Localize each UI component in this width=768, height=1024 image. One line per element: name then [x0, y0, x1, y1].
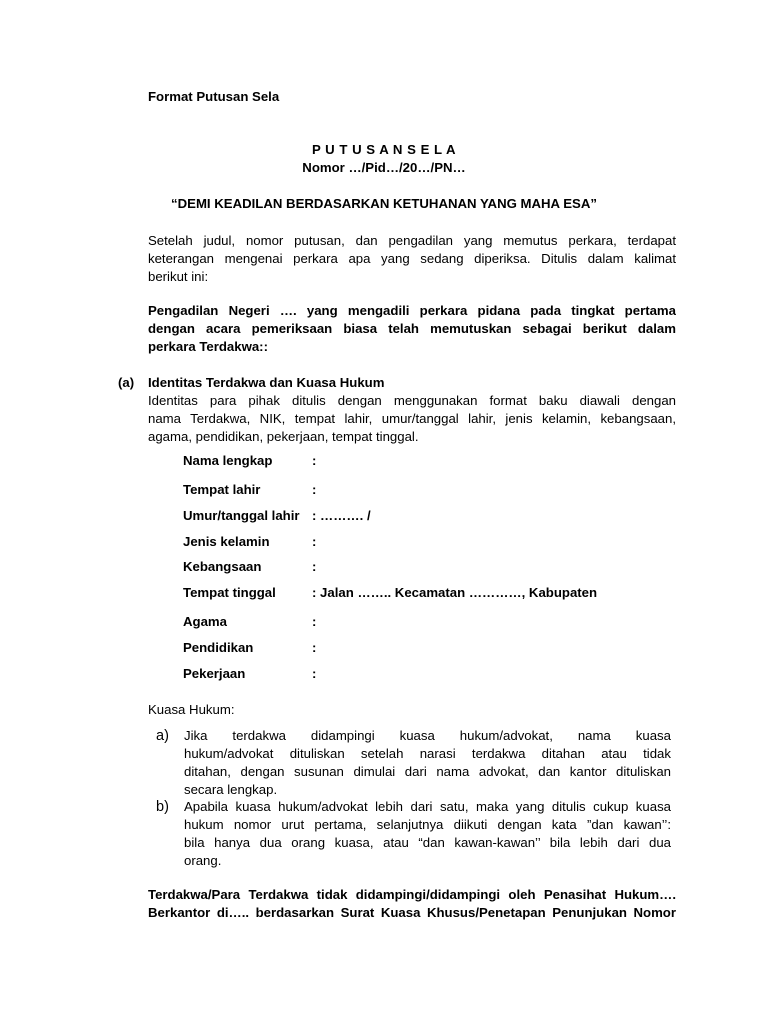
field-label-tempat-tinggal: Tempat tinggal — [183, 585, 276, 600]
pengadilan-paragraph — [148, 302, 676, 356]
kuasa-item-line: orang. — [184, 853, 222, 868]
section-a-line: nama Terdakwa, NIK, tempat lahir, umur/tanggal lahir, jenis kelamin, kebangsaan, — [148, 411, 676, 426]
kuasa-item-line: ditahan, dengan susunan dimulai dari nama advokat, dan kantor dituliskan — [184, 764, 671, 779]
field-value-tempat-tinggal: : Jalan …….. Kecamatan …………, Kabupaten — [312, 585, 598, 600]
kuasa-item-a-marker: a) — [156, 728, 169, 744]
kuasa-item-line: secara lengkap. — [184, 782, 278, 797]
field-label-jenis-kelamin: Jenis kelamin — [183, 534, 270, 549]
field-value-pekerjaan: : — [312, 666, 317, 681]
field-value-umur: : ………. / — [312, 508, 371, 523]
kuasa-hukum-title: Kuasa Hukum: — [148, 702, 235, 717]
section-a-title: Identitas Terdakwa dan Kuasa Hukum — [148, 375, 385, 390]
section-a-line: agama, pendidikan, pekerjaan, tempat tinggal. — [148, 429, 419, 444]
field-label-agama: Agama — [183, 614, 227, 629]
kuasa-item-line: bila hanya dua orang kuasa, atau “dan kawan-kawan’’ bila lebih dari dua — [184, 835, 671, 850]
field-label-umur: Umur/tanggal lahir — [183, 508, 300, 523]
kuasa-item-line: hukum/advokat dituliskan setelah narasi terdakwa ditahan atau tidak — [184, 746, 671, 761]
field-value-kebangsaan: : — [312, 559, 317, 574]
closing-line: Terdakwa/Para Terdakwa tidak didampingi/didampingi oleh Penasihat Hukum…. — [148, 887, 676, 902]
kuasa-item-line: Jika terdakwa didampingi kuasa hukum/advokat, nama kuasa — [184, 728, 671, 743]
intro-line: keterangan mengenai perkara apa yang sedang diperiksa. Ditulis dalam kalimat — [148, 251, 676, 266]
document-title: P U T U S A N S E L A — [311, 142, 457, 157]
field-label-nama: Nama lengkap — [183, 453, 273, 468]
pengadilan-line: perkara Terdakwa:: — [148, 339, 268, 354]
field-value-agama: : — [312, 614, 317, 629]
kuasa-item-a — [184, 727, 671, 799]
intro-paragraph — [148, 232, 676, 286]
field-label-tempat-lahir: Tempat lahir — [183, 482, 261, 497]
section-a-marker: (a) — [118, 375, 135, 390]
field-value-pendidikan: : — [312, 640, 317, 655]
kuasa-item-line: Apabila kuasa hukum/advokat lebih dari satu, maka yang ditulis cukup kuasa — [184, 799, 671, 814]
document-number: Nomor …/Pid…/20…/PN… — [302, 160, 466, 175]
pengadilan-line: dengan acara pemeriksaan biasa telah memutuskan sebagai berikut dalam — [148, 321, 676, 336]
field-label-pendidikan: Pendidikan — [183, 640, 254, 655]
closing-line: Berkantor di….. berdasarkan Surat Kuasa Khusus/Penetapan Penunjukan Nomor — [148, 905, 676, 920]
field-label-pekerjaan: Pekerjaan — [183, 666, 246, 681]
field-value-jenis-kelamin: : — [312, 534, 317, 549]
field-value-nama: : — [312, 453, 317, 468]
closing-paragraph — [148, 886, 676, 922]
kuasa-item-b — [184, 798, 671, 870]
intro-line: Setelah judul, nomor putusan, dan pengadilan yang memutus perkara, terdapat — [148, 233, 676, 248]
irah-irah: “DEMI KEADILAN BERDASARKAN KETUHANAN YANG MAHA ESA” — [171, 196, 597, 211]
section-a-line: Identitas para pihak ditulis dengan menggunakan format baku diawali dengan — [148, 393, 676, 408]
kuasa-item-b-marker: b) — [156, 799, 169, 815]
section-a-description — [148, 392, 676, 446]
field-value-tempat-lahir: : — [312, 482, 317, 497]
field-label-kebangsaan: Kebangsaan — [183, 559, 262, 574]
pengadilan-line: Pengadilan Negeri …. yang mengadili perkara pidana pada tingkat pertama — [148, 303, 676, 318]
intro-line: berikut ini: — [148, 269, 209, 284]
format-title: Format Putusan Sela — [148, 89, 280, 104]
kuasa-item-line: hukum nomor urut pertama, selanjutnya diikuti dengan kata ”dan kawan’’: — [184, 817, 671, 832]
